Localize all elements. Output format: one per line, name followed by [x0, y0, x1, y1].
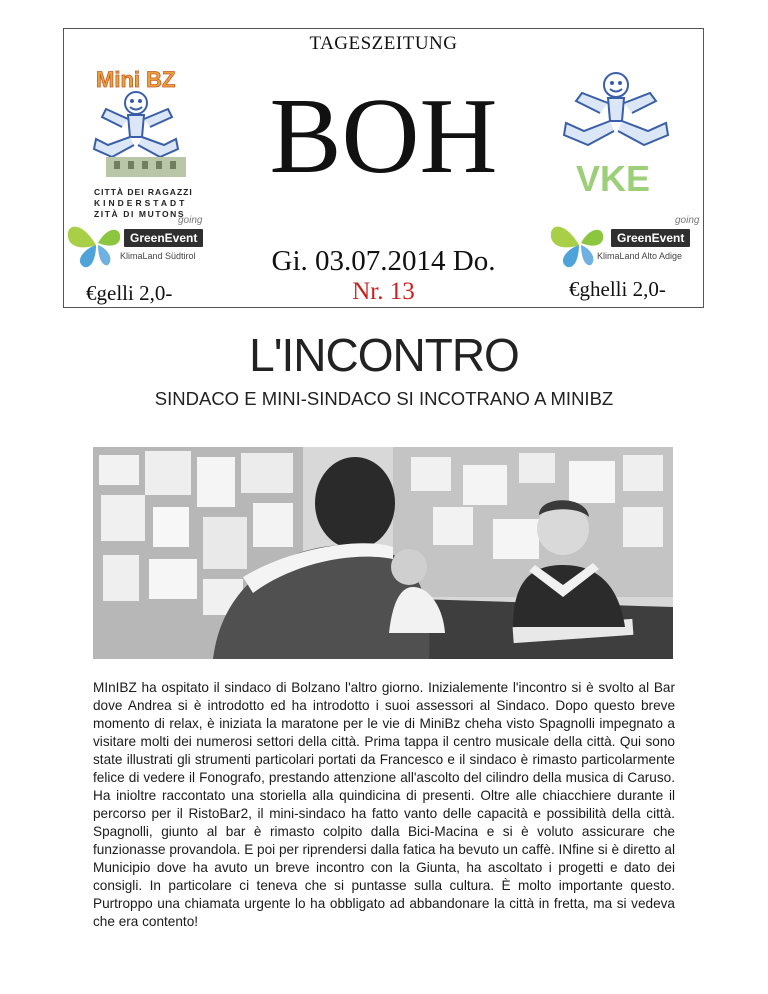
going-text-right: going: [675, 215, 700, 226]
article-subhead: SINDACO E MINI-SINDACO SI INCOTRANO A MINIBZ: [154, 388, 614, 409]
klimaland-text-right: KlimaLand Alto Adige: [597, 251, 683, 261]
greenevent-badge-right: GreenEvent: [611, 229, 690, 247]
minibz-line-2: KINDERSTADT: [94, 198, 188, 208]
greenevent-badge-left: GreenEvent: [124, 229, 203, 247]
masthead: [63, 28, 704, 308]
going-text-left: going: [178, 215, 203, 226]
article-body: MInIBZ ha ospitato il sindaco di Bolzano l'altro giorno. Inizialemente l'incontro si è svolto al Bar dove Andrea si è introdotto ed ha introdotto i suoi assessori al Sindaco. Dopo questo breve momento di relax, è iniziata la maratone per le vie di MiniBz cheha visto Spagnolli impegnato a visitare molti dei numerosi settori della città. Prima tappa il centro musicale della città. Qui sono state illustrati gli strumenti particolari portati da Francesco e il sindaco è rimasto particolarmente felice di vedere il Fonografo, prestando attenzione all'ascolto del cilindro della musica di Caruso. Ha inioltre raccontato una storiella alla quindicina di presenti. Oltre alle chiacchiere durante il percorso per il RistoBar2, il mini-sindaco ha fatto vanto delle capacità e possibilità della città. Spagnolli, giunto al bar è rimasto colpito dalla Bici-Macina e si è voluto assicurare che funzionasse provandola. E poi per riprendersi dalla fatica ha bevuto un caffè. INfine si è diretto al Municipio dove ha avuto un breve incontro con la Giunta, ha ascoltato i progetti e dato dei consigli. In particolare ci teneva che si puntasse sulla cultura. È molto importante questo. Purtroppo una chiamata urgente lo ha obbligato ad abbandonare la città in fretta, ma si vedeva che era contento!: [93, 680, 675, 929]
minibz-line-3: ZITÀ DI MUTONS: [94, 209, 186, 219]
headline-text: L'INCONTRO: [249, 329, 519, 381]
vke-mascot-icon: [554, 65, 689, 205]
minibz-line-1: CITTÀ DEI RAGAZZI: [94, 187, 193, 197]
price-left: €gelli 2,0-: [86, 281, 173, 305]
issue-date: Gi. 03.07.2014 Do.: [271, 245, 496, 277]
issue-number: Nr. 13: [352, 278, 415, 305]
article-headline: [0, 328, 768, 382]
vke-title: VKE: [576, 158, 651, 199]
newspaper-name: BOH: [269, 77, 498, 196]
price-right: €ghelli 2,0-: [569, 277, 666, 301]
kicker: TAGESZEITUNG: [309, 33, 458, 54]
article-photo: [93, 447, 673, 659]
meeting-photo-image: [93, 447, 673, 659]
klimaland-text-left: KlimaLand Südtirol: [120, 251, 196, 261]
minibz-mascot-icon: [76, 65, 216, 185]
minibz-title: Mini BZ: [96, 67, 176, 92]
minibz-logo: [76, 65, 216, 235]
vke-logo: [554, 65, 689, 205]
